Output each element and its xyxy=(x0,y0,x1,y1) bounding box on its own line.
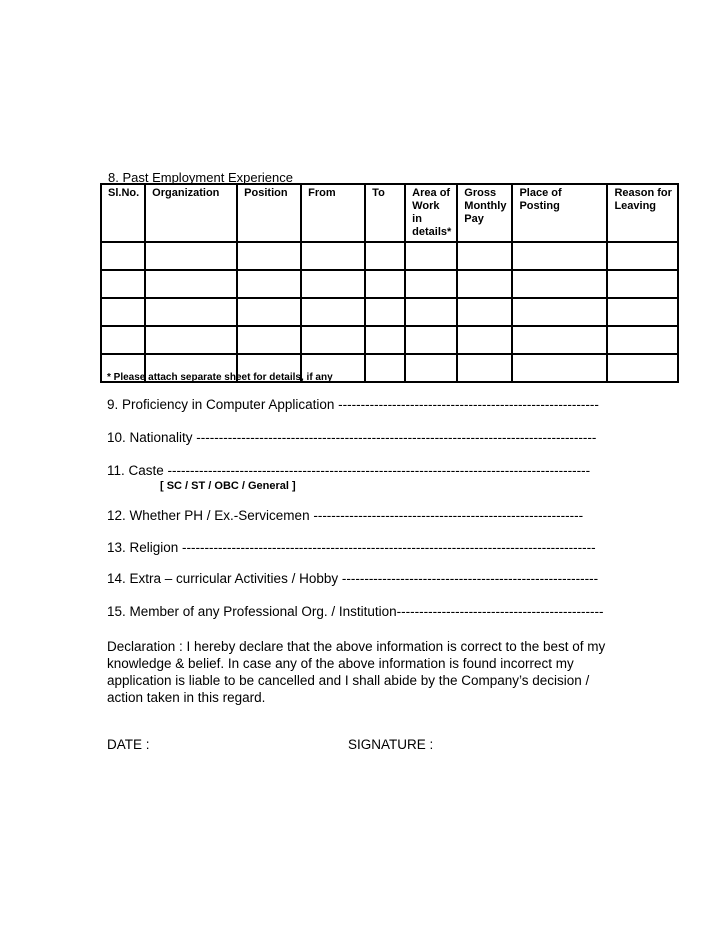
table-cell[interactable] xyxy=(145,326,237,354)
table-cell[interactable] xyxy=(237,270,301,298)
table-cell[interactable] xyxy=(101,270,145,298)
header-organization: Organization xyxy=(145,184,237,242)
table-cell[interactable] xyxy=(301,242,365,270)
table-cell[interactable] xyxy=(365,354,405,382)
header-sl-no: Sl.No. xyxy=(101,184,145,242)
employment-table xyxy=(100,183,679,383)
table-cell[interactable] xyxy=(237,326,301,354)
table-cell[interactable] xyxy=(237,298,301,326)
religion-field[interactable]: 13. Religion -------------------------------------------------------------------------------------------- xyxy=(107,540,596,555)
table-cell[interactable] xyxy=(101,298,145,326)
extra-curricular-field[interactable]: 14. Extra – curricular Activities / Hobby --------------------------------------------------------- xyxy=(107,571,599,586)
table-cell[interactable] xyxy=(607,326,678,354)
declaration-text: Declaration : I hereby declare that the above information is correct to the best of my knowledge & belief. In case any of the above information is found incorrect my application is liable to be cancelled and I shall abide by the Company’s decision / action taken in this regard. xyxy=(107,639,606,705)
section-8-title: 8. Past Employment Experience xyxy=(108,170,293,185)
computer-proficiency-field[interactable]: 9. Proficiency in Computer Application ---------------------------------------------------------- xyxy=(107,397,599,412)
table-cell[interactable] xyxy=(145,298,237,326)
ph-ex-servicemen-field[interactable]: 12. Whether PH / Ex.-Servicemen ------------------------------------------------------------ xyxy=(107,508,584,523)
caste-field[interactable]: 11. Caste ---------------------------------------------------------------------------------------------- xyxy=(107,463,591,478)
header-reason-for-leaving: Reason for Leaving xyxy=(607,184,678,242)
table-cell[interactable] xyxy=(512,326,607,354)
table-row xyxy=(101,242,678,270)
table-row xyxy=(101,326,678,354)
signature-label: SIGNATURE : xyxy=(348,737,434,752)
table-cell[interactable] xyxy=(145,242,237,270)
table-cell[interactable] xyxy=(512,298,607,326)
table-cell[interactable] xyxy=(365,270,405,298)
header-gross-monthly-pay: Gross Monthly Pay xyxy=(457,184,512,242)
header-position: Position xyxy=(237,184,301,242)
nationality-field[interactable]: 10. Nationality ----------------------------------------------------------------------------------------- xyxy=(107,430,597,445)
table-cell[interactable] xyxy=(457,326,512,354)
attach-sheet-note: * Please attach separate sheet for details, if any xyxy=(107,372,333,383)
table-cell[interactable] xyxy=(405,270,457,298)
date-label: DATE : xyxy=(107,737,150,752)
table-cell[interactable] xyxy=(365,242,405,270)
table-cell[interactable] xyxy=(457,270,512,298)
table-cell[interactable] xyxy=(512,242,607,270)
table-cell[interactable] xyxy=(405,298,457,326)
table-row xyxy=(101,270,678,298)
table-cell[interactable] xyxy=(607,270,678,298)
table-cell[interactable] xyxy=(457,242,512,270)
table-cell[interactable] xyxy=(512,270,607,298)
table-cell[interactable] xyxy=(301,298,365,326)
table-cell[interactable] xyxy=(237,242,301,270)
table-cell[interactable] xyxy=(607,354,678,382)
table-header-row xyxy=(101,184,678,242)
table-cell[interactable] xyxy=(607,242,678,270)
table-cell[interactable] xyxy=(101,242,145,270)
table-cell[interactable] xyxy=(301,326,365,354)
table-cell[interactable] xyxy=(101,326,145,354)
table-cell[interactable] xyxy=(405,242,457,270)
header-from: From xyxy=(301,184,365,242)
table-cell[interactable] xyxy=(512,354,607,382)
table-cell[interactable] xyxy=(457,298,512,326)
header-to: To xyxy=(365,184,405,242)
table-cell[interactable] xyxy=(405,354,457,382)
professional-membership-field[interactable]: 15. Member of any Professional Org. / Institution---------------------------------------------- xyxy=(107,604,604,619)
header-place-of-posting: Place of Posting xyxy=(512,184,607,242)
table-row xyxy=(101,298,678,326)
table-cell[interactable] xyxy=(365,326,405,354)
table-cell[interactable] xyxy=(301,270,365,298)
table-cell[interactable] xyxy=(365,298,405,326)
header-area-of-work: Area of Work in details* xyxy=(405,184,457,242)
table-cell[interactable] xyxy=(145,270,237,298)
table-cell[interactable] xyxy=(405,326,457,354)
caste-options: [ SC / ST / OBC / General ] xyxy=(160,480,296,492)
table-cell[interactable] xyxy=(457,354,512,382)
table-cell[interactable] xyxy=(607,298,678,326)
